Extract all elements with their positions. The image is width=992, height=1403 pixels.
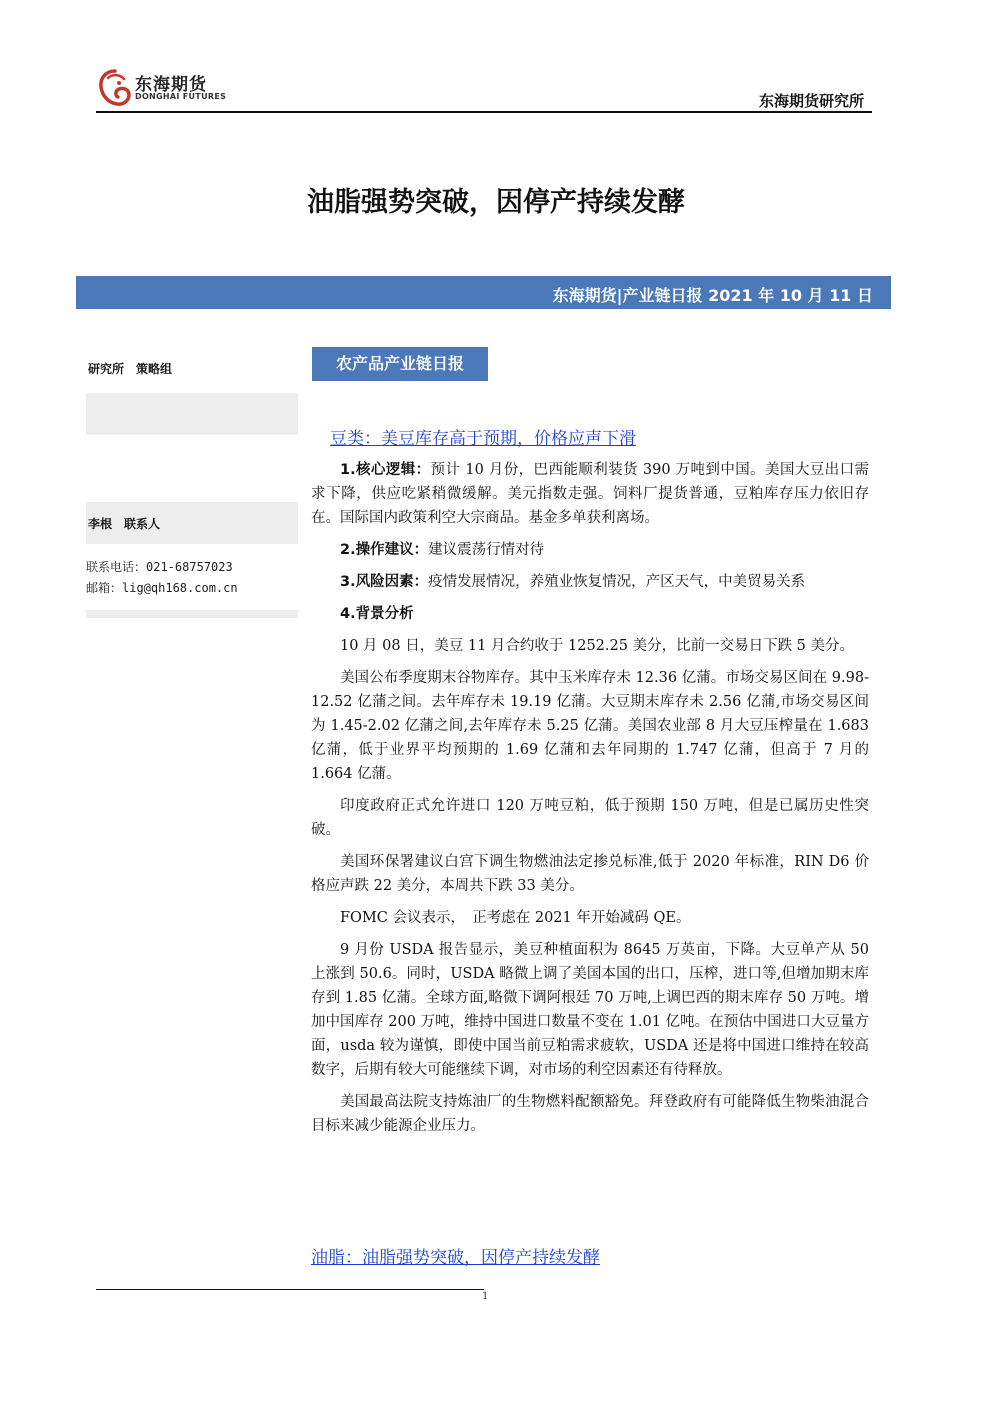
banner-text: 东海期货|产业链日报 2021 年 10 月 11 日 (552, 286, 873, 305)
contact-phone: 联系电话：021-68757023 (86, 560, 233, 574)
body-paragraph: 印度政府正式允许进口 120 万吨豆粕，低于预期 150 万吨，但是已属历史性突破。 (311, 798, 869, 838)
footer-divider (96, 1289, 484, 1290)
company-logo (98, 68, 238, 110)
page-number: 1 (482, 1291, 489, 1302)
body-paragraph: 美国最高法院支持炼油厂的生物燃料配额豁免。拜登政府有可能降低生物柴油混合目标来减少能源企业压力。 (311, 1094, 869, 1134)
header-divider (96, 111, 872, 113)
oils-section-link[interactable]: 油脂：油脂强势突破，因停产持续发酵 (311, 1248, 600, 1268)
sidebar-analyst: 李根 联系人 (88, 517, 161, 531)
report-banner (76, 276, 891, 309)
background-label: 4.背景分析 (340, 606, 414, 622)
dragon-logo-icon (98, 68, 132, 108)
logo-chinese-text: 东海期货 (135, 75, 207, 95)
contact-email[interactable]: 邮箱：lig@qh168.com.cn (86, 581, 238, 595)
advice-label: 2.操作建议： (340, 542, 429, 558)
core-logic-text: 预计 10 月份，巴西能顺利装货 390 万吨到中国。美国大豆出口需求下降，供应吃紧稍微缓解。美元指数走强。饲料厂提货普通，豆粕库存压力依旧存在。国际国内政策利空大宗商品。基金多单获利离场。 (311, 462, 869, 526)
sidebar-divider (86, 610, 298, 618)
sidebar-team: 研究所 策略组 (88, 362, 173, 376)
institute-name: 东海期货研究所 (758, 92, 864, 110)
logo-english-text: DONGHAI FUTURES (135, 92, 227, 101)
background-heading (311, 602, 869, 626)
body-paragraph: FOMC 会议表示， 正考虑在 2021 年开始减码 QE。 (340, 910, 691, 926)
report-body (311, 458, 869, 1146)
sidebar-contact (86, 557, 238, 599)
section-tag: 农产品产业链日报 (312, 347, 488, 381)
body-paragraph: 美国公布季度期末谷物库存。其中玉米库存未 12.36 亿蒲。市场交易区间在 9.98-12.52 亿蒲之间。去年库存未 19.19 亿蒲。大豆期末库存未 2.56 亿蒲,市场交易区间为 1.45-2.02 亿蒲之间,去年库存未 5.25 亿蒲。美国农业部 8 月大豆压榨量在 1.683 亿蒲，低于业界平均预期的 1.69 亿蒲和去年同期的 1.747 亿蒲，但高于 7 月的 1.664 亿蒲。 (311, 670, 869, 782)
risk-text: 疫情发展情况，养殖业恢复情况，产区天气，中美贸易关系 (428, 574, 806, 590)
report-title: 油脂强势突破，因停产持续发酵 (307, 187, 685, 218)
body-paragraph: 9 月份 USDA 报告显示，美豆种植面积为 8645 万英亩，下降。大豆单产从 50 上涨到 50.6。同时，USDA 略微上调了美国本国的出口，压榨，进口等,但增加期末库存到 1.85 亿蒲。全球方面,略微下调阿根廷 70 万吨,上调巴西的期末库存 50 万吨。增加中国库存 200 万吨，维持中国进口数量不变在 1.01 亿吨。在预估中国进口大豆量方面，usda 较为谨慎，即使中国当前豆粕需求疲软，USDA 还是将中国进口维持在较高数字，后期有较大可能继续下调，对市场的利空因素还有待释放。 (311, 942, 869, 1078)
risk-paragraph (311, 570, 869, 594)
soybean-section-link[interactable]: 豆类：美豆库存高于预期，价格应声下滑 (330, 429, 636, 449)
advice-text: 建议震荡行情对待 (428, 542, 545, 558)
sidebar-shade-block (86, 393, 298, 435)
risk-label: 3.风险因素： (340, 574, 429, 590)
core-logic-label: 1.核心逻辑： (340, 462, 431, 478)
body-paragraph: 美国环保署建议白宫下调生物燃油法定掺兑标准,低于 2020 年标准，RIN D6 价格应声跌 22 美分，本周共下跌 33 美分。 (311, 854, 869, 894)
body-paragraph: 10 月 08 日，美豆 11 月合约收于 1252.25 美分，比前一交易日下跌 5 美分。 (340, 638, 855, 654)
core-logic-paragraph (311, 458, 869, 530)
advice-paragraph (311, 538, 869, 562)
